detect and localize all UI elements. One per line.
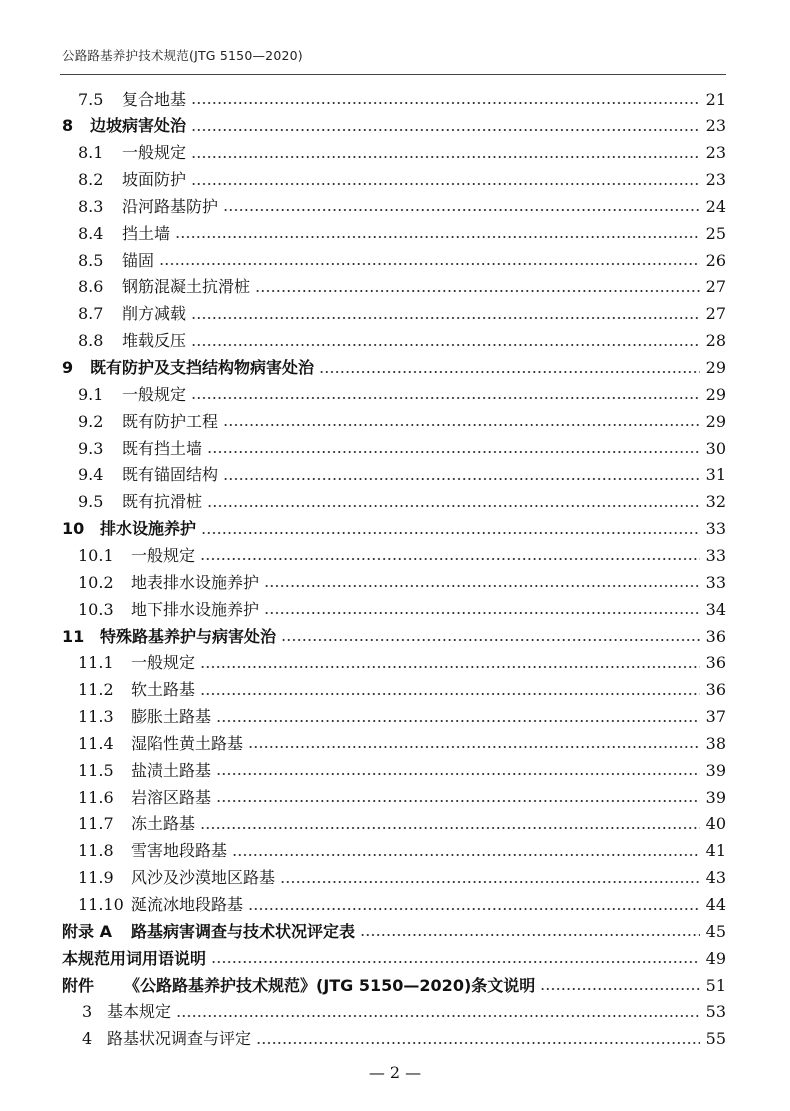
toc-entry-number: 10.3 <box>78 599 114 619</box>
toc-entry[interactable] <box>0 784 790 811</box>
toc-entry-number: 8.1 <box>78 143 104 163</box>
toc-entry-page: 49 <box>705 948 726 968</box>
dot-leader <box>216 773 700 775</box>
dot-leader <box>211 961 700 963</box>
toc-entry[interactable] <box>0 462 790 489</box>
toc-entry[interactable] <box>0 86 790 113</box>
toc-entry-title: 复合地基 <box>122 89 187 109</box>
toc-entry-page: 36 <box>705 626 726 646</box>
header-rule <box>60 74 726 75</box>
toc-entry-number: 11 <box>62 626 85 646</box>
dot-leader <box>232 854 700 856</box>
toc-entry-number: 10.2 <box>78 572 114 592</box>
toc-entry-number: 8.2 <box>78 170 104 190</box>
toc-entry-title: 边坡病害处治 <box>90 116 187 136</box>
dot-leader <box>200 558 700 560</box>
toc-entry[interactable] <box>0 247 790 274</box>
dot-leader <box>223 209 700 211</box>
toc-entry-page: 27 <box>705 277 726 297</box>
dot-leader <box>200 827 700 829</box>
toc-entry[interactable] <box>0 301 790 328</box>
toc-entry[interactable] <box>0 596 790 623</box>
toc-entry-page: 44 <box>705 895 726 914</box>
toc-entry-page: 29 <box>705 384 726 404</box>
toc-entry-page: 26 <box>705 250 726 270</box>
toc-entry-title: 地下排水设施养护 <box>131 599 260 619</box>
toc-entry[interactable] <box>0 408 790 435</box>
toc-entry[interactable] <box>0 113 790 140</box>
toc-entry-number: 9.5 <box>78 492 104 512</box>
toc-entry[interactable] <box>0 569 790 596</box>
toc-entry-page: 25 <box>705 223 726 243</box>
toc-entry[interactable] <box>0 1026 790 1053</box>
toc-entry-title: 基本规定 <box>107 1002 172 1022</box>
toc-entry[interactable] <box>0 274 790 301</box>
toc-entry[interactable] <box>0 945 790 972</box>
toc-entry-title: 地表排水设施养护 <box>131 572 260 592</box>
dot-leader <box>264 585 700 587</box>
toc-entry[interactable] <box>0 220 790 247</box>
toc-entry[interactable] <box>0 757 790 784</box>
running-header: 公路路基养护技术规范(JTG 5150—2020) <box>62 48 303 63</box>
toc-entry-title: 削方减载 <box>122 304 187 324</box>
dot-leader <box>248 908 700 910</box>
dot-leader <box>223 478 700 480</box>
toc-entry-title: 岩溶区路基 <box>131 787 212 807</box>
toc-entry-page: 39 <box>705 760 726 780</box>
toc-entry-number: 11.2 <box>78 680 114 700</box>
toc-entry-number: 8.4 <box>78 223 104 243</box>
toc-entry-number: 11.8 <box>78 841 114 861</box>
toc-entry[interactable] <box>0 328 790 355</box>
toc-entry[interactable] <box>0 704 790 731</box>
toc-entry-page: 55 <box>705 1029 726 1049</box>
toc-entry-title: 既有锚固结构 <box>122 465 219 485</box>
toc-entry-page: 53 <box>705 1002 726 1022</box>
dot-leader <box>176 1015 700 1017</box>
dot-leader <box>223 424 700 426</box>
toc-entry-page: 37 <box>705 707 726 727</box>
toc-entry-number: 9.1 <box>78 384 104 404</box>
toc-entry-number: 11.4 <box>78 733 114 753</box>
toc-entry-title: 路基病害调查与技术状况评定表 <box>131 921 356 941</box>
toc-entry[interactable] <box>0 167 790 194</box>
dot-leader <box>280 881 700 883</box>
toc-entry-number: 9 <box>62 358 74 377</box>
toc-entry-page: 41 <box>705 841 726 861</box>
toc-entry[interactable] <box>0 140 790 167</box>
toc-entry[interactable] <box>0 650 790 677</box>
toc-entry-number: 11.7 <box>78 814 114 834</box>
toc-entry[interactable] <box>0 811 790 838</box>
toc-entry-title: 软土路基 <box>131 680 196 700</box>
toc-entry-number: 8.7 <box>78 304 104 324</box>
toc-entry-number: 8.6 <box>78 277 104 297</box>
toc-entry[interactable] <box>0 193 790 220</box>
toc-entry-title: 既有挡土墙 <box>122 438 203 458</box>
dot-leader <box>319 371 700 373</box>
toc-entry-title: 既有防护及支挡结构物病害处治 <box>90 358 315 377</box>
dot-leader <box>264 612 700 614</box>
toc-entry-title: 钢筋混凝土抗滑桩 <box>122 277 251 297</box>
toc-entry-page: 33 <box>705 572 726 592</box>
toc-entry-page: 31 <box>705 465 726 485</box>
dot-leader <box>360 934 700 936</box>
toc-entry-number: 3 <box>82 1002 93 1022</box>
dot-leader <box>256 1042 700 1044</box>
toc-entry-title: 既有防护工程 <box>122 411 219 431</box>
toc-entry[interactable] <box>0 381 790 408</box>
dot-leader <box>191 156 700 158</box>
toc-entry-number: 11.6 <box>78 787 114 807</box>
toc-entry-number: 9.2 <box>78 411 104 431</box>
toc-entry-title: 湿陷性黄土路基 <box>131 733 244 753</box>
toc-entry-number: 10 <box>62 519 85 539</box>
toc-entry-title: 挡土墙 <box>122 223 171 243</box>
dot-leader <box>159 263 700 265</box>
toc-entry-page: 38 <box>705 733 726 753</box>
dot-leader <box>255 290 700 292</box>
toc-entry[interactable] <box>0 999 790 1026</box>
dot-leader <box>216 800 700 802</box>
toc-entry-title: 一般规定 <box>131 545 196 565</box>
toc-entry-title: 涎流冰地段路基 <box>131 895 244 914</box>
dot-leader <box>200 666 700 668</box>
toc-entry-title: 沿河路基防护 <box>122 196 219 216</box>
toc-entry-title: 膨胀土路基 <box>131 707 212 727</box>
toc-entry-page: 24 <box>705 196 726 216</box>
toc-entry-page: 29 <box>705 411 726 431</box>
toc-entry-page: 45 <box>705 921 726 941</box>
toc-entry-number: 11.5 <box>78 760 114 780</box>
dot-leader <box>207 451 700 453</box>
toc-entry-page: 30 <box>705 438 726 458</box>
toc-entry-title: 锚固 <box>122 250 155 270</box>
toc-entry[interactable] <box>0 435 790 462</box>
toc-entry[interactable] <box>0 730 790 757</box>
toc-entry-title: 冻土路基 <box>131 814 196 834</box>
toc-entry-number: 11.9 <box>78 868 114 888</box>
toc-entry[interactable] <box>0 516 790 543</box>
toc-entry-number: 8 <box>62 116 74 136</box>
dot-leader <box>281 639 700 641</box>
toc-entry-title: 一般规定 <box>122 384 187 404</box>
toc-entry-title: 本规范用词用语说明 <box>62 948 207 968</box>
toc-entry-number: 8.3 <box>78 196 104 216</box>
toc-entry-title: 盐渍土路基 <box>131 760 212 780</box>
dot-leader <box>191 129 700 131</box>
toc-entry[interactable] <box>0 918 790 945</box>
toc-entry-page: 51 <box>705 975 726 995</box>
toc-entry-page: 43 <box>705 868 726 888</box>
toc-entry-page: 28 <box>705 331 726 351</box>
toc-entry-number: 9.4 <box>78 465 104 485</box>
toc-entry-title: 坡面防护 <box>122 170 187 190</box>
toc-entry-page: 23 <box>705 143 726 163</box>
toc-entry-page: 36 <box>705 653 726 673</box>
toc-entry-number: 附件 <box>62 975 95 995</box>
toc-entry-title: 风沙及沙漠地区路基 <box>131 868 276 888</box>
toc-entry-number: 4 <box>82 1029 93 1049</box>
toc-entry-page: 23 <box>705 116 726 136</box>
toc-entry-number: 11.10 <box>78 895 124 914</box>
toc-entry-page: 40 <box>705 814 726 834</box>
toc-entry-number: 11.3 <box>78 707 114 727</box>
toc-entry-title: 排水设施养护 <box>100 519 197 539</box>
toc-entry-title: 既有抗滑桩 <box>122 492 203 512</box>
toc-entry-number: 9.3 <box>78 438 104 458</box>
toc-entry-number: 8.8 <box>78 331 104 351</box>
toc-entry-title: 雪害地段路基 <box>131 841 228 861</box>
dot-leader <box>540 988 699 990</box>
toc-entry[interactable] <box>0 838 790 865</box>
toc-entry-page: 27 <box>705 304 726 324</box>
toc-entry[interactable] <box>0 972 790 999</box>
toc-entry-page: 23 <box>705 170 726 190</box>
toc-entry-page: 21 <box>705 89 726 109</box>
dot-leader <box>191 183 700 185</box>
toc-entry-title: 一般规定 <box>131 653 196 673</box>
toc-entry-page: 33 <box>705 519 726 539</box>
toc-entry-title: 一般规定 <box>122 143 187 163</box>
toc-entry-title: 《公路路基养护技术规范》(JTG 5150—2020)条文说明 <box>124 975 536 995</box>
toc-entry-title: 堆载反压 <box>122 331 187 351</box>
toc-entry-page: 33 <box>705 545 726 565</box>
toc-entry[interactable] <box>0 623 790 650</box>
dot-leader <box>191 344 700 346</box>
dot-leader <box>216 720 700 722</box>
dot-leader <box>191 317 700 319</box>
toc-entry-page: 34 <box>705 599 726 619</box>
toc-entry-title: 路基状况调查与评定 <box>107 1029 252 1049</box>
dot-leader <box>200 693 700 695</box>
dot-leader <box>191 102 700 104</box>
dot-leader <box>248 746 700 748</box>
dot-leader <box>191 397 700 399</box>
toc-entry-title: 特殊路基养护与病害处治 <box>100 626 277 646</box>
toc-entry[interactable] <box>0 542 790 569</box>
toc-entry[interactable] <box>0 489 790 516</box>
toc-entry-number: 附录 A <box>62 921 112 941</box>
dot-leader <box>175 236 700 238</box>
toc-entry-page: 29 <box>705 358 726 377</box>
toc-entry-number: 7.5 <box>78 89 104 109</box>
toc-entry[interactable] <box>0 865 790 892</box>
dot-leader <box>201 532 700 534</box>
toc-entry[interactable] <box>0 677 790 704</box>
toc-entry[interactable] <box>0 892 790 919</box>
toc-entry-number: 11.1 <box>78 653 114 673</box>
toc-entry-page: 36 <box>705 680 726 700</box>
dot-leader <box>207 505 700 507</box>
toc-entry-page: 39 <box>705 787 726 807</box>
toc-entry-page: 32 <box>705 492 726 512</box>
toc-entry[interactable] <box>0 355 790 382</box>
toc-entry-number: 10.1 <box>78 545 114 565</box>
page-number: — 2 — <box>368 1063 422 1082</box>
toc-entry-number: 8.5 <box>78 250 104 270</box>
